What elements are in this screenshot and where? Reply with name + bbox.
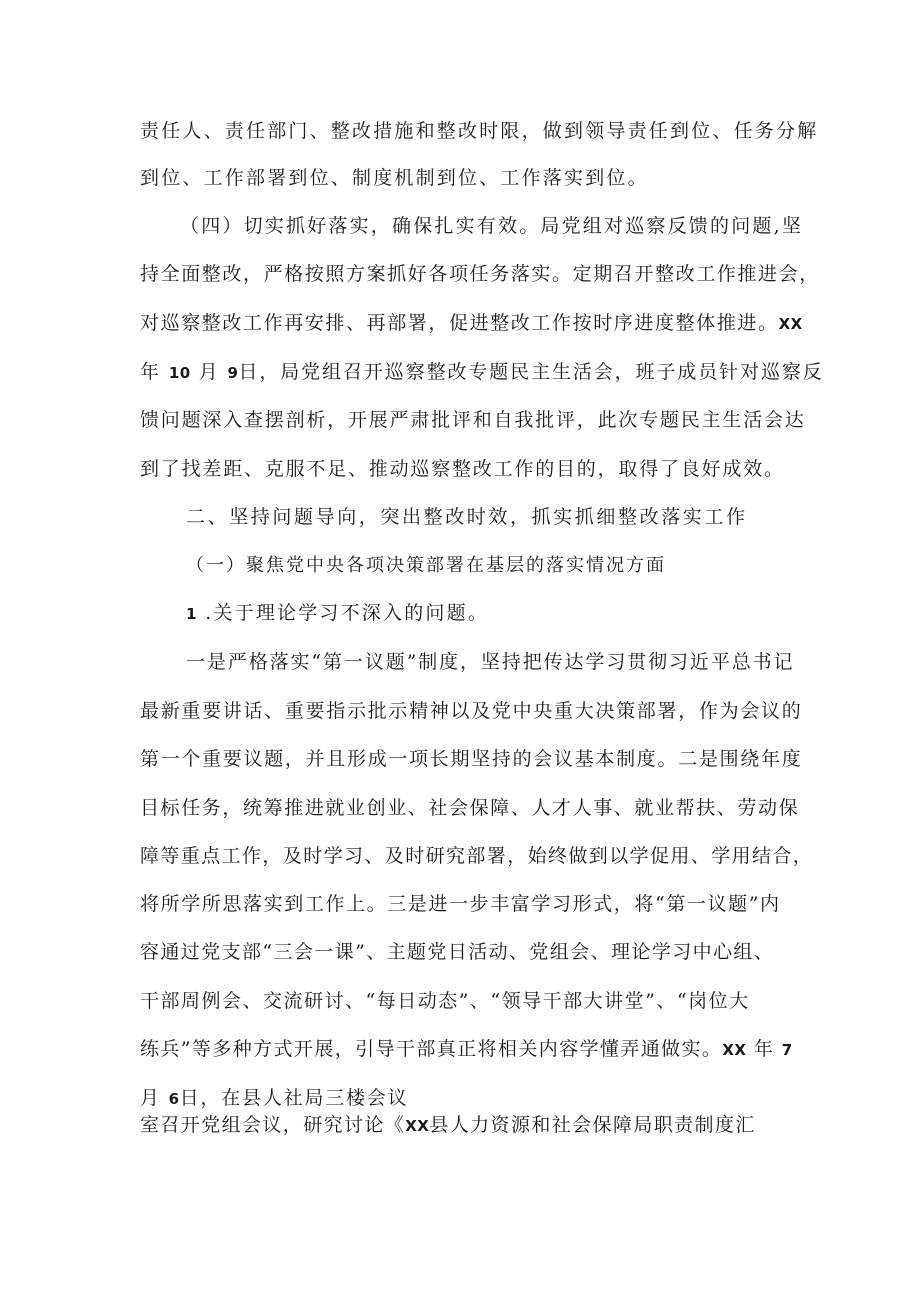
- text-run: 年: [753, 1038, 775, 1060]
- text-run: 年: [140, 361, 161, 383]
- number-run: 6: [168, 1090, 180, 1108]
- paragraph-line: （四）切实抓好落实，确保扎实有效。局党组对巡察反馈的问题,坚: [180, 215, 804, 237]
- paragraph-line: 容通过党支部“三会一课”、主题党日活动、党组会、理论学习中心组、: [140, 941, 775, 963]
- item-text: .关于理论学习不深入的问题。: [205, 602, 490, 624]
- paragraph-line: [140, 1086, 408, 1111]
- text-run: 县人力资源和社会保障局职责制度汇: [429, 1114, 756, 1136]
- paragraph-line: 第一个重要议题，并且形成一项长期坚持的会议基本制度。二是围绕年度: [140, 748, 803, 770]
- item-heading: [186, 601, 489, 626]
- paragraph-line: [140, 360, 824, 385]
- paragraph-line: 最新重要讲话、重要指示批示精神以及党中央重大决策部署，作为会议的: [140, 700, 803, 722]
- text-run: 月: [140, 1087, 161, 1109]
- text-run: 练兵”等多种方式开展，引导干部真正将相关内容学懂弄通做实。: [140, 1038, 723, 1060]
- paragraph-line: 责任人、责任部门、整改措施和整改时限，做到领导责任到位、任务分解: [140, 120, 819, 142]
- paragraph-line: [140, 1037, 793, 1062]
- paragraph-line: 障等重点工作，及时学习、及时研究部署，始终做到以学促用、学用结合，: [140, 845, 814, 867]
- placeholder-xx: XX: [778, 315, 803, 333]
- text-run: 日，在县人社局三楼会议: [179, 1087, 409, 1109]
- text-run: 室召开党组会议，研究讨论《: [140, 1114, 406, 1136]
- number-run: 7: [781, 1041, 793, 1059]
- paragraph-line: 持全面整改，严格按照方案抓好各项任务落实。定期召开整改工作推进会，: [140, 263, 820, 285]
- paragraph-line: 干部周例会、交流研讨、“每日动态”、“领导干部大讲堂”、“岗位大: [140, 990, 750, 1012]
- text-run: 月: [198, 361, 220, 383]
- number-run: 10: [168, 364, 191, 382]
- paragraph-line: 将所学所思落实到工作上。三是进一步丰富学习形式，将“第一议题”内: [140, 893, 781, 915]
- paragraph-line: 到了找差距、克服不足、推动巡察整改工作的目的，取得了良好成效。: [140, 458, 785, 480]
- item-number: 1: [186, 605, 197, 623]
- placeholder-xx: XX: [722, 1041, 747, 1059]
- subsection-heading: （一）聚焦党中央各项决策部署在基层的落实情况方面: [186, 555, 666, 576]
- paragraph-line: 目标任务，统筹推进就业创业、社会保障、人才人事、就业帮扶、劳动保: [140, 797, 800, 819]
- placeholder-xx: XX: [405, 1117, 430, 1135]
- number-run: 9: [227, 364, 239, 382]
- section-heading: 二、坚持问题导向，突出整改时效，抓实抓细整改落实工作: [186, 506, 748, 528]
- paragraph-line: [140, 311, 803, 336]
- paragraph-line: 一是严格落实“第一议题”制度，坚持把传达学习贯彻习近平总书记: [186, 651, 795, 673]
- paragraph-line: 到位、工作部署到位、制度机制到位、工作落实到位。: [140, 167, 649, 189]
- paragraph-line: 馈问题深入查摆剖析，开展严肃批评和自我批评，此次专题民主生活会达: [140, 409, 806, 431]
- text-run: 对巡察整改工作再安排、再部署，促进整改工作按时序进度整体推进。: [140, 312, 779, 334]
- text-run: 日，局党组召开巡察整改专题民主生活会，班子成员针对巡察反: [238, 361, 824, 383]
- paragraph-line: [140, 1113, 756, 1138]
